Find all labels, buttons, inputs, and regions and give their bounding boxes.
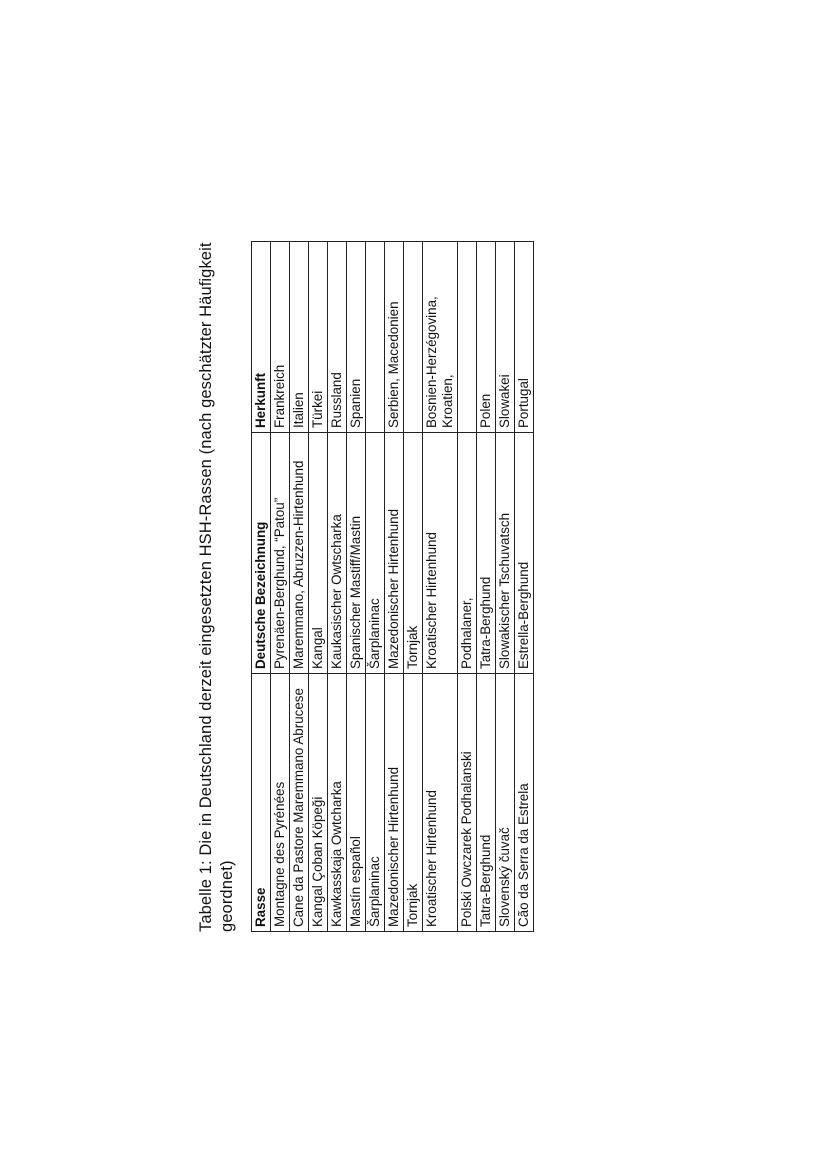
table-row: [347, 242, 366, 932]
table-row: [515, 242, 534, 932]
cell-deutsche-bezeichnung: Pyrenäen-Berghund, “Patou”: [271, 433, 290, 674]
table-row: [328, 242, 347, 932]
cell-rasse: Montagne des Pyrénées: [271, 674, 290, 932]
cell-deutsche-bezeichnung: Mazedonischer Hirtenhund: [385, 433, 404, 674]
cell-herkunft: [458, 242, 477, 433]
column-header-deutsche-bezeichnung: Deutsche Bezeichnung: [252, 433, 271, 674]
cell-deutsche-bezeichnung: Estrella-Berghund: [515, 433, 534, 674]
cell-herkunft: Bosnien-Herzégovina, Kroatien,: [423, 242, 458, 433]
cell-herkunft: Türkei: [309, 242, 328, 433]
cell-deutsche-bezeichnung: Tornjak: [404, 433, 423, 674]
cell-rasse: Kawkasskaja Owtcharka: [328, 674, 347, 932]
table-row: [404, 242, 423, 932]
table-row: [271, 242, 290, 932]
cell-herkunft: Polen: [477, 242, 496, 433]
cell-deutsche-bezeichnung: Kangal: [309, 433, 328, 674]
cell-rasse: Mastín español: [347, 674, 366, 932]
table-row: [385, 242, 404, 932]
cell-deutsche-bezeichnung: Maremmano, Abruzzen-Hirtenhund: [290, 433, 309, 674]
table-row: [309, 242, 328, 932]
cell-rasse: Cane da Pastore Maremmano Abrucese: [290, 674, 309, 932]
cell-deutsche-bezeichnung: Šarplaninac: [366, 433, 385, 674]
column-header-rasse: Rasse: [252, 674, 271, 932]
cell-herkunft: Spanien: [347, 242, 366, 433]
column-header-herkunft: Herkunft: [252, 242, 271, 433]
cell-rasse: Cão da Serra da Estrela: [515, 674, 534, 932]
cell-rasse: Tornjak: [404, 674, 423, 932]
cell-herkunft: Serbien, Macedonien: [385, 242, 404, 433]
cell-herkunft: [404, 242, 423, 433]
rotated-page-content: [196, 242, 656, 932]
table-row: [290, 242, 309, 932]
cell-herkunft: Italien: [290, 242, 309, 433]
table-row: [423, 242, 458, 932]
cell-herkunft: Russland: [328, 242, 347, 433]
cell-herkunft: Portugal: [515, 242, 534, 433]
cell-deutsche-bezeichnung: Slowakischer Tschuvatsch: [496, 433, 515, 674]
table-row: [496, 242, 515, 932]
cell-deutsche-bezeichnung: Podhalaner,: [458, 433, 477, 674]
cell-rasse: Polski Owczarek Podhalanski: [458, 674, 477, 932]
table-row: [477, 242, 496, 932]
cell-herkunft: [366, 242, 385, 433]
cell-rasse: Kangal Çoban Köpeği: [309, 674, 328, 932]
table-header-row: [252, 242, 271, 932]
cell-rasse: Šarplaninac: [366, 674, 385, 932]
breeds-table: [251, 241, 534, 932]
cell-deutsche-bezeichnung: Tatra-Berghund: [477, 433, 496, 674]
cell-deutsche-bezeichnung: Kaukasischer Owtscharka: [328, 433, 347, 674]
table-caption: Tabelle 1: Die in Deutschland derzeit eingesetzten HSH-Rassen (nach geschätzter Häufigkeit geordnet): [197, 242, 236, 932]
cell-rasse: Kroatischer Hirtenhund: [423, 674, 458, 932]
cell-rasse: Tatra-Berghund: [477, 674, 496, 932]
table-row: [458, 242, 477, 932]
cell-rasse: Slovenský čuvač: [496, 674, 515, 932]
cell-herkunft: Frankreich: [271, 242, 290, 433]
cell-deutsche-bezeichnung: Spanischer Mastiff/Mastin: [347, 433, 366, 674]
cell-deutsche-bezeichnung: Kroatischer Hirtenhund: [423, 433, 458, 674]
table-row: [366, 242, 385, 932]
cell-herkunft: Slowakei: [496, 242, 515, 433]
cell-rasse: Mazedonischer Hirtenhund: [385, 674, 404, 932]
